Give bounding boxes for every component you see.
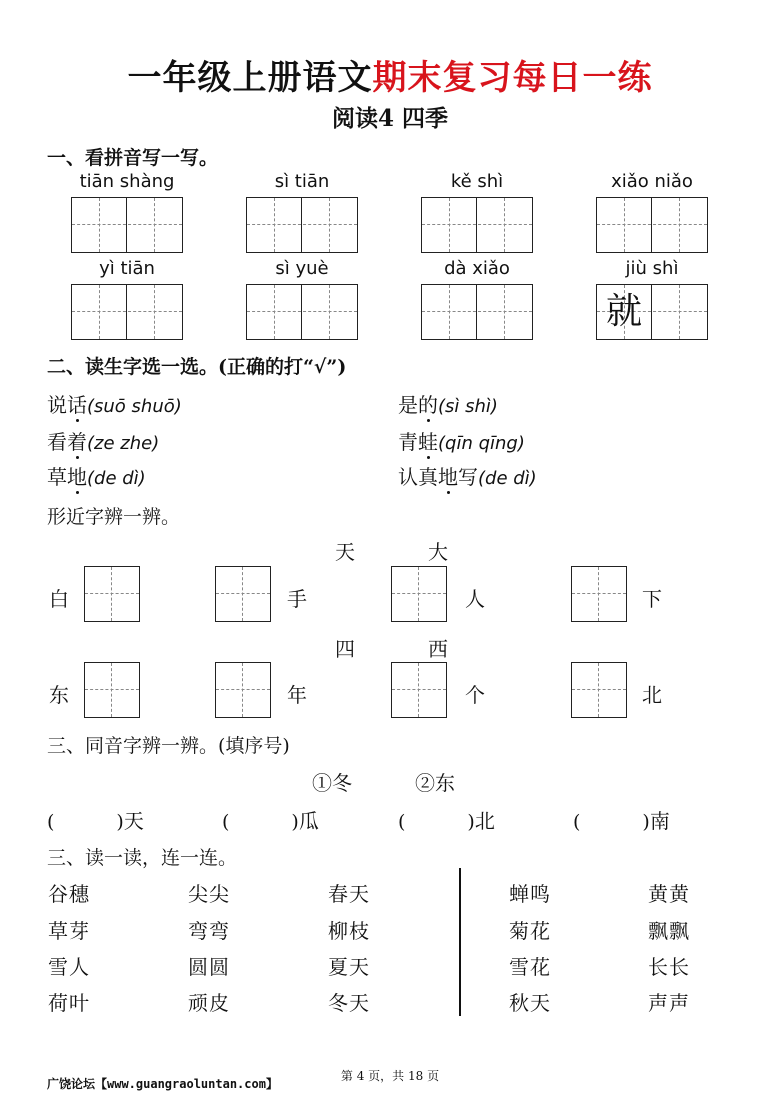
section4-heading: 三、读一读，连一连。 [47, 847, 238, 869]
word-prefix: 认真 [398, 465, 438, 489]
combine-char: 北 [642, 683, 662, 707]
pinyin-label: dà xiǎo [444, 258, 510, 279]
similar-heading: 形近字辨一辨。 [47, 506, 181, 528]
homophone-blank[interactable] [47, 805, 144, 834]
combine-char: 手 [287, 587, 307, 611]
homophone-blank[interactable] [398, 805, 495, 834]
pronunciation-item [398, 426, 525, 455]
paren-open: ( [573, 811, 581, 833]
match-word[interactable]: 黄黄 [648, 882, 690, 906]
match-word[interactable]: 长长 [648, 955, 690, 979]
match-word[interactable]: 飘飘 [648, 919, 690, 943]
target-char: 地 [438, 465, 458, 489]
target-char: 着 [67, 430, 87, 454]
filled-answer [247, 285, 301, 338]
blank-word: 瓜 [298, 809, 319, 833]
combine-char: 人 [465, 587, 485, 611]
match-word[interactable]: 荷叶 [48, 991, 90, 1015]
word-suffix: 写 [458, 465, 478, 489]
pinyin-options[interactable]: (de dì) [87, 468, 146, 489]
match-word[interactable]: 声声 [648, 991, 690, 1015]
pronunciation-item [398, 389, 498, 418]
section3-heading: 三、同音字辨一辨。(填序号) [47, 735, 290, 757]
match-word[interactable]: 雪人 [48, 955, 90, 979]
section2-heading: 二、读生字选一选。(正确的打“√”) [47, 356, 347, 378]
combine-char: 下 [642, 587, 662, 611]
paren-open: ( [47, 811, 55, 833]
char-writing-box[interactable] [215, 662, 271, 718]
pinyin-options[interactable]: (suō shuō) [87, 396, 182, 417]
char-writing-box[interactable] [391, 566, 447, 622]
shared-component: 四 [335, 637, 355, 661]
paren-close: ) [116, 811, 124, 833]
match-word[interactable]: 柳枝 [328, 919, 370, 943]
pronunciation-item [47, 389, 182, 418]
writing-box[interactable] [71, 197, 183, 253]
column-divider [459, 868, 461, 1016]
match-word[interactable]: 菊花 [509, 919, 551, 943]
match-word[interactable]: 秋天 [509, 991, 551, 1015]
char-writing-box[interactable] [84, 662, 140, 718]
page-subtitle: 阅读4 四季 [331, 105, 448, 132]
pinyin-label: kě shì [450, 171, 504, 192]
writing-box[interactable] [246, 284, 358, 340]
match-word[interactable]: 冬天 [328, 991, 370, 1015]
combine-char: 白 [49, 587, 69, 611]
pronunciation-item [47, 426, 159, 455]
writing-box[interactable] [596, 284, 708, 340]
word-prefix: 草 [47, 465, 67, 489]
pronunciation-item [398, 461, 537, 490]
homophone-blank[interactable] [222, 805, 319, 834]
paren-close: ) [291, 811, 299, 833]
pinyin-label: tiān shàng [79, 171, 175, 192]
match-word[interactable]: 圆圆 [188, 955, 230, 979]
filled-answer [422, 285, 476, 338]
filled-answer [597, 198, 651, 251]
word-prefix: 是 [398, 393, 418, 417]
footer-site: 广饶论坛【www.guangraoluntan.com】 [47, 1077, 278, 1091]
blank-word: 南 [649, 809, 670, 833]
match-word[interactable]: 蝉鸣 [509, 882, 551, 906]
writing-box[interactable] [71, 284, 183, 340]
option-1: ①冬 [312, 771, 352, 795]
pronunciation-item [47, 461, 146, 490]
combine-char: 东 [49, 683, 69, 707]
match-word[interactable]: 春天 [328, 882, 370, 906]
pinyin-label: sì tiān [274, 171, 330, 192]
match-word[interactable]: 谷穗 [48, 882, 90, 906]
pinyin-options[interactable]: (ze zhe) [87, 433, 160, 454]
filled-answer [72, 198, 126, 251]
target-char: 蛙 [418, 430, 438, 454]
filled-answer [247, 198, 301, 251]
writing-box[interactable] [421, 197, 533, 253]
pinyin-label: sì yuè [275, 258, 329, 279]
writing-box[interactable] [596, 197, 708, 253]
match-word[interactable]: 草芽 [48, 919, 90, 943]
shared-component: 大 [428, 540, 448, 564]
homophone-blank[interactable] [573, 805, 670, 834]
paren-open: ( [398, 811, 406, 833]
char-writing-box[interactable] [215, 566, 271, 622]
paren-close: ) [467, 811, 475, 833]
char-writing-box[interactable] [84, 566, 140, 622]
writing-box[interactable] [246, 197, 358, 253]
char-writing-box[interactable] [391, 662, 447, 718]
combine-char: 个 [465, 683, 485, 707]
option-2: ②东 [415, 771, 455, 795]
shared-component: 西 [428, 637, 448, 661]
blank-word: 北 [474, 809, 495, 833]
writing-box[interactable] [421, 284, 533, 340]
pinyin-options[interactable]: (sì shì) [438, 396, 498, 417]
page-title [0, 50, 780, 99]
pinyin-options[interactable]: (de dì) [478, 468, 537, 489]
filled-answer: 就 [605, 291, 642, 332]
pinyin-label: jiù shì [625, 258, 679, 279]
word-prefix: 看 [47, 430, 67, 454]
match-word[interactable]: 夏天 [328, 955, 370, 979]
paren-close: ) [642, 811, 650, 833]
match-word[interactable]: 尖尖 [188, 882, 230, 906]
filled-answer [422, 198, 476, 251]
char-writing-box[interactable] [571, 662, 627, 718]
title-red: 期末复习每日一练 [372, 58, 653, 98]
shared-component: 天 [335, 540, 355, 564]
match-word[interactable]: 雪花 [509, 955, 551, 979]
match-word[interactable]: 弯弯 [188, 919, 230, 943]
match-word[interactable]: 顽皮 [188, 991, 230, 1015]
title-black: 一年级上册语文 [127, 58, 373, 98]
word-prefix: 青 [398, 430, 418, 454]
target-char: 的 [418, 393, 438, 417]
target-char: 地 [67, 465, 87, 489]
char-writing-box[interactable] [571, 566, 627, 622]
paren-open: ( [222, 811, 230, 833]
word-prefix: 说 [47, 393, 67, 417]
footer-page-number: 第 4 页，共 18 页 [340, 1069, 440, 1083]
section1-heading: 一、看拼音写一写。 [47, 147, 219, 169]
pinyin-label: yì tiān [99, 258, 155, 279]
pinyin-label: xiǎo niǎo [611, 171, 693, 192]
target-char: 话 [67, 393, 87, 417]
filled-answer [72, 285, 126, 338]
pinyin-options[interactable]: (qīn qīng) [438, 433, 525, 454]
blank-word: 天 [123, 809, 144, 833]
combine-char: 年 [287, 683, 307, 707]
